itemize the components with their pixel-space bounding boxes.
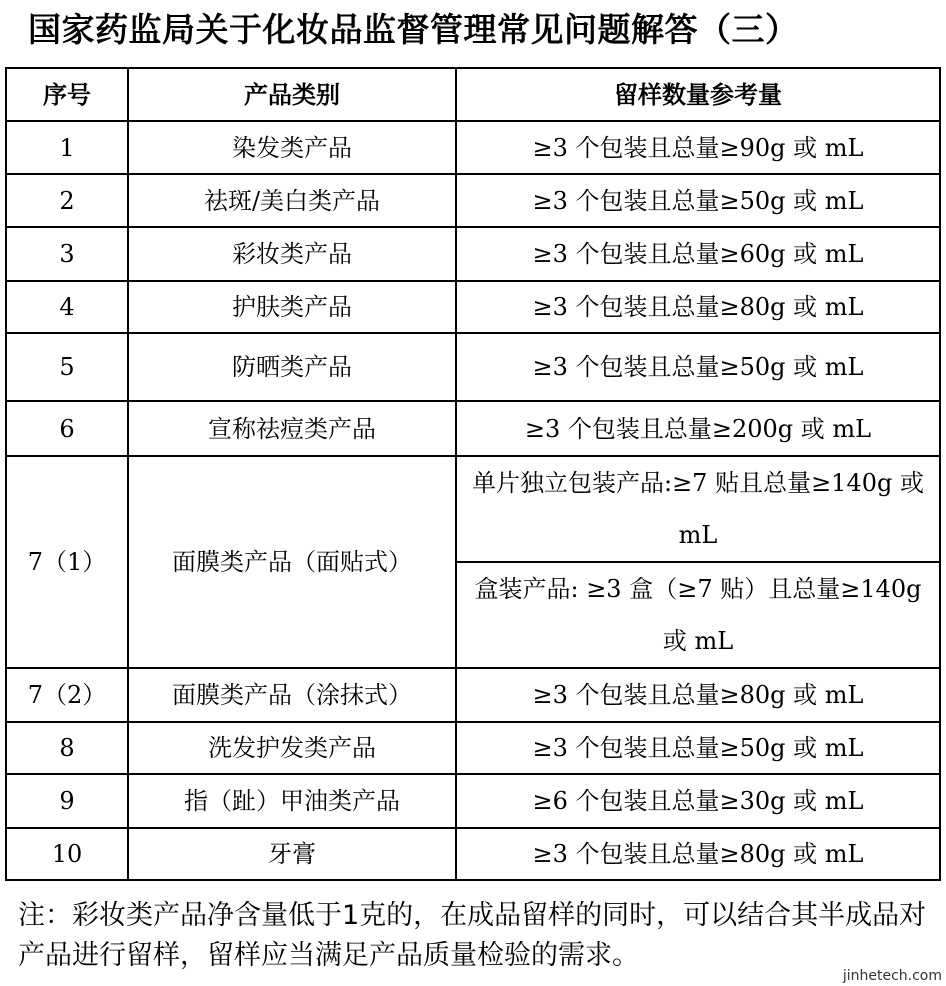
sample-retention-table	[5, 67, 941, 881]
table-row	[6, 121, 940, 174]
cell-quantity: ≥3 个包装且总量≥50g 或 mL	[456, 174, 940, 227]
page-title: 国家药监局关于化妆品监督管理常见问题解答（三）	[28, 10, 799, 49]
cell-quantity: ≥3 个包装且总量≥200g 或 mL	[456, 401, 940, 456]
cell-no: 6	[6, 401, 128, 456]
cell-no: 5	[6, 333, 128, 401]
cell-quantity: ≥3 个包装且总量≥50g 或 mL	[456, 333, 940, 401]
cell-quantity: ≥3 个包装且总量≥60g 或 mL	[456, 227, 940, 281]
cell-category: 染发类产品	[128, 121, 456, 174]
table-row	[6, 281, 940, 333]
cell-no: 1	[6, 121, 128, 174]
cell-category: 牙膏	[128, 828, 456, 880]
table-row	[6, 401, 940, 456]
header-no: 序号	[6, 68, 128, 121]
cell-category: 洗发护发类产品	[128, 722, 456, 774]
cell-no: 2	[6, 174, 128, 227]
cell-category: 指（趾）甲油类产品	[128, 774, 456, 828]
cell-category: 祛斑/美白类产品	[128, 174, 456, 227]
table-row	[6, 722, 940, 774]
cell-category: 彩妆类产品	[128, 227, 456, 281]
header-quantity: 留样数量参考量	[456, 68, 940, 121]
table-row	[6, 333, 940, 401]
cell-no: 8	[6, 722, 128, 774]
header-category: 产品类别	[128, 68, 456, 121]
table-row	[6, 456, 940, 562]
table-row	[6, 668, 940, 722]
cell-category: 面膜类产品（面贴式）	[128, 456, 456, 668]
cell-quantity: ≥3 个包装且总量≥90g 或 mL	[456, 121, 940, 174]
cell-quantity: ≥6 个包装且总量≥30g 或 mL	[456, 774, 940, 828]
cell-quantity: ≥3 个包装且总量≥80g 或 mL	[456, 281, 940, 333]
table-header-row	[6, 68, 940, 121]
cell-no: 10	[6, 828, 128, 880]
table-row	[6, 828, 940, 880]
cell-category: 宣称祛痘类产品	[128, 401, 456, 456]
cell-quantity: ≥3 个包装且总量≥80g 或 mL	[456, 668, 940, 722]
cell-quantity: ≥3 个包装且总量≥80g 或 mL	[456, 828, 940, 880]
cell-category: 面膜类产品（涂抹式）	[128, 668, 456, 722]
cell-quantity: ≥3 个包装且总量≥50g 或 mL	[456, 722, 940, 774]
cell-no: 4	[6, 281, 128, 333]
table-row	[6, 774, 940, 828]
cell-category: 防晒类产品	[128, 333, 456, 401]
footnote: 注：彩妆类产品净含量低于1克的，在成品留样的同时，可以结合其半成品对产品进行留样，留样应当满足产品质量检验的需求。	[18, 900, 927, 971]
cell-no: 9	[6, 774, 128, 828]
cell-no: 3	[6, 227, 128, 281]
cell-no: 7（1）	[6, 456, 128, 668]
cell-quantity: 单片独立包装产品:≥7 贴且总量≥140g 或 mL	[456, 456, 940, 562]
table-row	[6, 174, 940, 227]
cell-no: 7（2）	[6, 668, 128, 722]
cell-quantity: 盒装产品: ≥3 盒（≥7 贴）且总量≥140g 或 mL	[456, 562, 940, 668]
cell-category: 护肤类产品	[128, 281, 456, 333]
watermark: jinhetech.com	[842, 968, 942, 984]
table-row	[6, 227, 940, 281]
